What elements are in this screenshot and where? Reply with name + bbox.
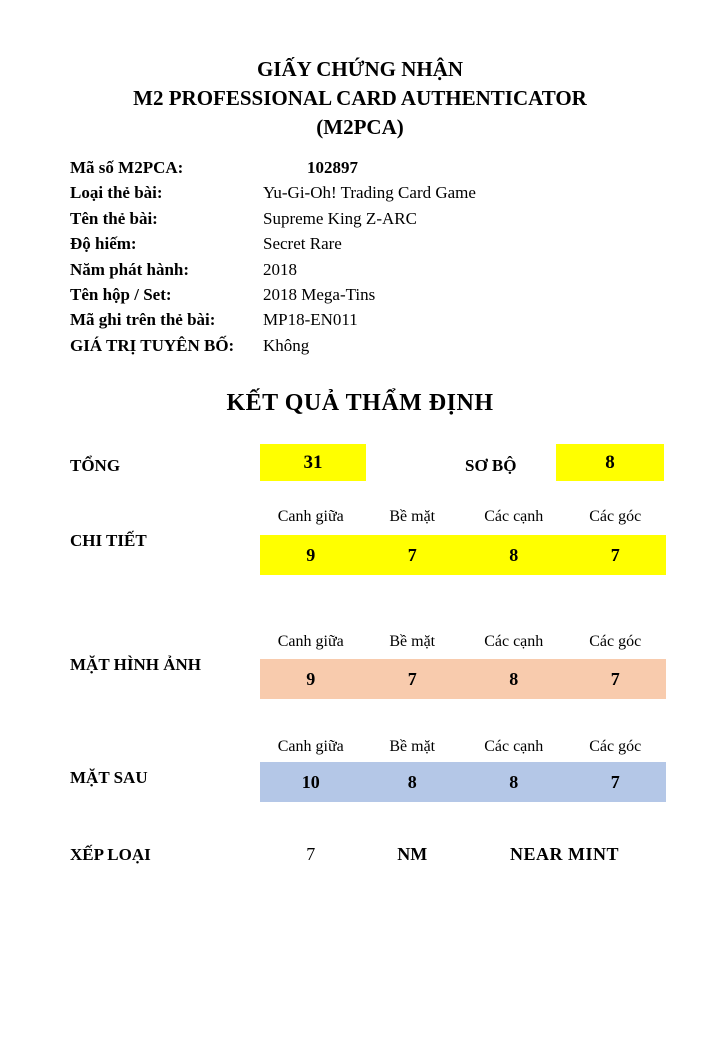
info-value: MP18-EN011	[263, 310, 358, 330]
score-cell: 7	[407, 544, 417, 565]
score-cell: 9	[306, 668, 316, 689]
info-row-id	[70, 155, 630, 180]
info-value: 2018 Mega-Tins	[263, 285, 376, 305]
info-value: Secret Rare	[263, 234, 342, 254]
info-label: Mã số M2PCA:	[70, 158, 184, 177]
info-row-rarity	[70, 231, 630, 256]
score-cell: 8	[509, 668, 519, 689]
info-label: Mã ghi trên thẻ bài:	[70, 310, 216, 330]
final-grade-code: NM	[397, 844, 428, 864]
score-row-front	[260, 659, 666, 699]
total-label: TỔNG	[70, 456, 121, 475]
certificate-title	[0, 55, 720, 142]
total-score-box: 31	[260, 444, 366, 481]
section-label-details: CHI TIẾT	[70, 531, 147, 550]
column-headers-details	[260, 506, 666, 527]
final-grade-score: 7	[306, 844, 316, 864]
score-cell: 9	[306, 544, 316, 565]
info-label: Tên hộp / Set:	[70, 285, 172, 305]
preliminary-label: SƠ BỘ	[465, 456, 517, 475]
info-row-card-name	[70, 206, 630, 231]
column-header: Các góc	[589, 738, 642, 755]
info-value: 2018	[263, 259, 297, 279]
results-heading: KẾT QUẢ THẨM ĐỊNH	[226, 390, 494, 416]
column-headers-back	[260, 736, 666, 757]
score-cell: 10	[301, 771, 320, 792]
column-header: Bề mặt	[389, 738, 436, 755]
title-line-1: GIẤY CHỨNG NHẬN	[256, 57, 464, 81]
score-cell: 7	[407, 668, 417, 689]
column-header: Bề mặt	[389, 508, 436, 525]
info-row-year	[70, 257, 630, 282]
final-grade-row	[260, 841, 666, 867]
section-label-back: MẶT SAU	[70, 768, 148, 787]
column-header: Các góc	[589, 508, 642, 525]
score-cell: 7	[610, 544, 620, 565]
info-value: Yu-Gi-Oh! Trading Card Game	[263, 183, 476, 203]
column-header: Các cạnh	[484, 633, 544, 650]
column-header: Canh giữa	[277, 508, 344, 525]
score-cell: 7	[610, 668, 620, 689]
column-header: Canh giữa	[277, 738, 344, 755]
score-cell: 8	[407, 771, 417, 792]
score-cell: 7	[610, 771, 620, 792]
card-info	[70, 155, 630, 358]
column-header: Các cạnh	[484, 508, 544, 525]
info-row-set	[70, 282, 630, 307]
title-line-3: (M2PCA)	[316, 115, 404, 139]
info-label: Tên thẻ bài:	[70, 208, 158, 228]
info-row-game	[70, 180, 630, 205]
column-header: Bề mặt	[389, 633, 436, 650]
info-label: Loại thẻ bài:	[70, 183, 163, 203]
column-headers-front	[260, 631, 666, 652]
section-label-front: MẶT HÌNH ẢNH	[70, 655, 201, 674]
info-value: 102897	[307, 158, 358, 177]
score-cell: 8	[509, 771, 519, 792]
info-label: GIÁ TRỊ TUYÊN BỐ:	[70, 335, 235, 355]
info-label: Năm phát hành:	[70, 259, 190, 279]
info-value: Supreme King Z-ARC	[263, 208, 417, 228]
column-header: Các cạnh	[484, 738, 544, 755]
info-label: Độ hiếm:	[70, 234, 137, 254]
preliminary-score-box: 8	[556, 444, 664, 481]
score-row-details	[260, 535, 666, 575]
info-value: Không	[263, 335, 310, 355]
column-header: Canh giữa	[277, 633, 344, 650]
column-header: Các góc	[589, 633, 642, 650]
score-row-back	[260, 762, 666, 802]
title-line-2: M2 PROFESSIONAL CARD AUTHENTICATOR	[133, 86, 587, 110]
final-grade-name: NEAR MINT	[509, 844, 619, 864]
final-grade-label: XẾP LOẠI	[70, 845, 151, 864]
info-row-set-code	[70, 307, 630, 332]
score-cell: 8	[509, 544, 519, 565]
info-row-declared-value	[70, 333, 630, 358]
